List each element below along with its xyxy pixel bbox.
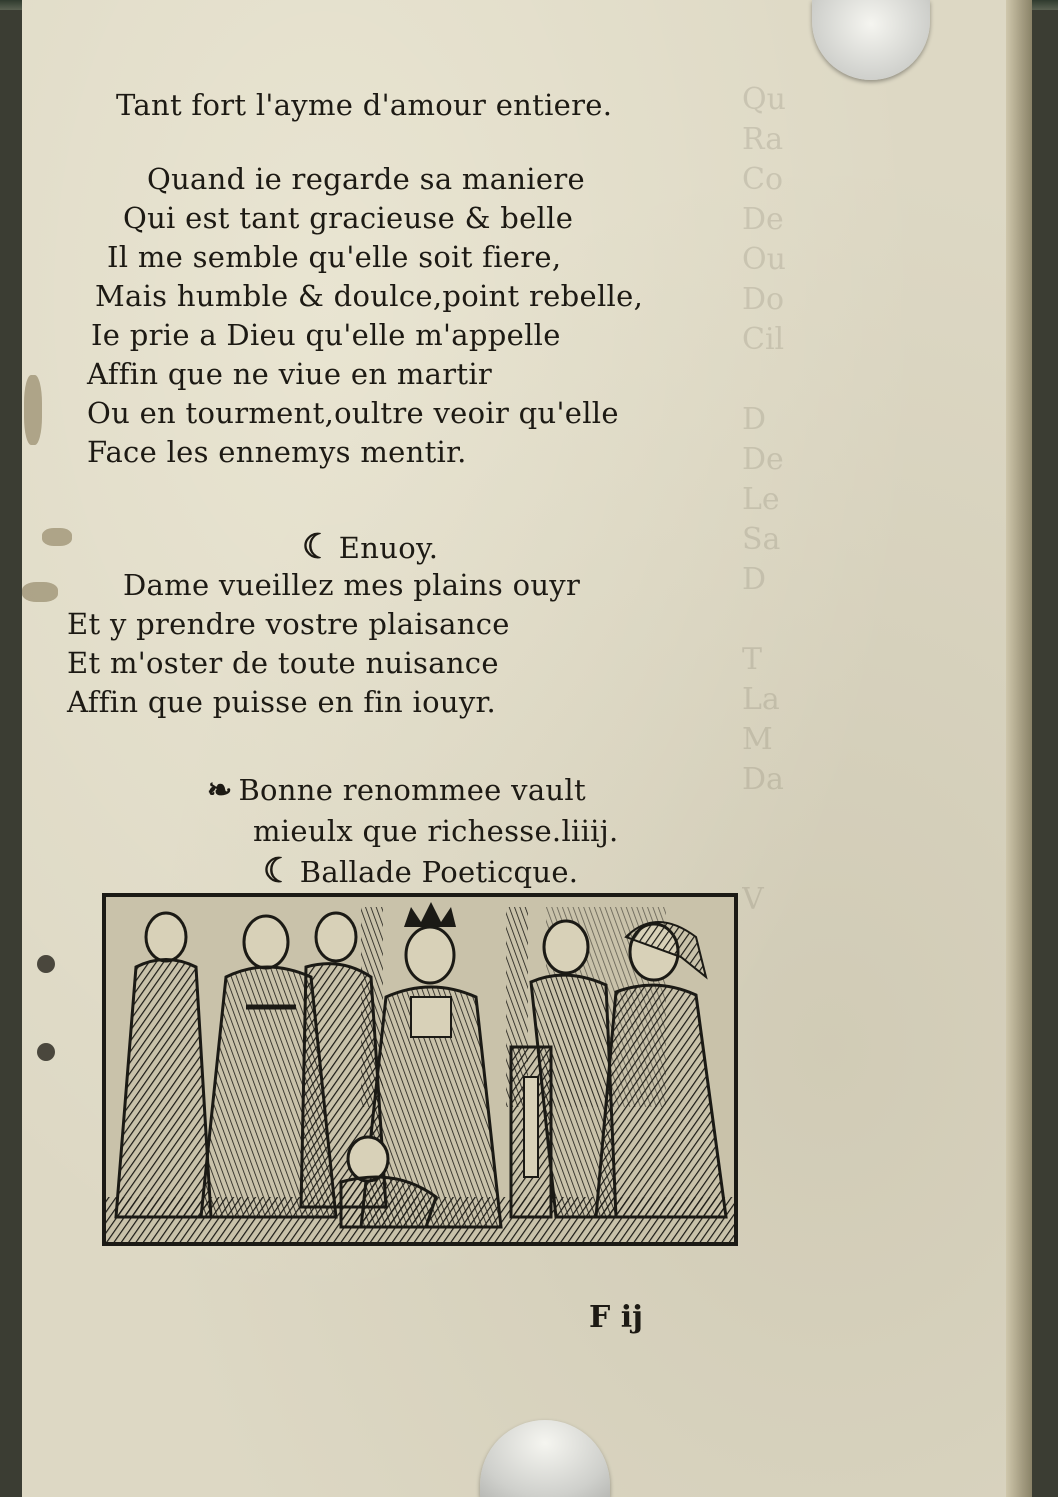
motto bbox=[207, 770, 619, 892]
envoy-line: Et y prendre vostre plaisance bbox=[67, 607, 510, 641]
envoy-line: Affin que puisse en fin iouyr. bbox=[67, 685, 497, 719]
pilcrow-icon: ☾ bbox=[302, 527, 333, 567]
stanza-line: Il me semble qu'elle soit fiere, bbox=[107, 240, 562, 274]
header-line: Tant fort l'ayme d'amour entiere. bbox=[116, 88, 613, 122]
stanza-line: Affin que ne viue en martir bbox=[87, 357, 493, 391]
pin-hole bbox=[37, 1043, 55, 1061]
pilcrow-icon: ☾ bbox=[263, 851, 294, 891]
paper-stain bbox=[24, 375, 42, 445]
stanza-line: Quand ie regarde sa maniere bbox=[147, 162, 585, 196]
woodcut-illustration-icon bbox=[106, 897, 734, 1242]
stanza-line: Ie prie a Dieu qu'elle m'appelle bbox=[91, 318, 561, 352]
book-page bbox=[22, 0, 1032, 1497]
stanza bbox=[87, 160, 643, 472]
motto-line-1: Bonne renommee vault bbox=[238, 773, 586, 807]
stanza-line: Mais humble & doulce,point rebelle, bbox=[95, 279, 644, 313]
envoy-lines bbox=[67, 566, 580, 722]
folio-signature: F ij bbox=[589, 1300, 643, 1335]
stanza-line: Face les ennemys mentir. bbox=[87, 435, 467, 469]
fleuron-icon: ❧ bbox=[207, 773, 233, 808]
ballade-title: Ballade Poeticque. bbox=[299, 855, 579, 889]
envoy-line: Dame vueillez mes plains ouyr bbox=[123, 568, 581, 602]
envoy-heading: ☾ Enuoy. bbox=[302, 527, 439, 567]
pin-hole bbox=[37, 955, 55, 973]
woodcut-illustration bbox=[102, 893, 738, 1246]
stanza-line: Qui est tant gracieuse & belle bbox=[123, 201, 574, 235]
envoy-line: Et m'oster de toute nuisance bbox=[67, 646, 499, 680]
show-through-text: Qu Ra Co De Ou Do Cil D De Le Sa D T La M Da V bbox=[742, 82, 786, 917]
motto-line-2: mieulx que richesse.liiij. bbox=[253, 814, 619, 848]
paper-stain bbox=[22, 582, 58, 602]
paper-stain bbox=[42, 528, 72, 546]
book-spine-edge bbox=[1006, 0, 1032, 1497]
stanza-line: Ou en tourment,oultre veoir qu'elle bbox=[87, 396, 619, 430]
